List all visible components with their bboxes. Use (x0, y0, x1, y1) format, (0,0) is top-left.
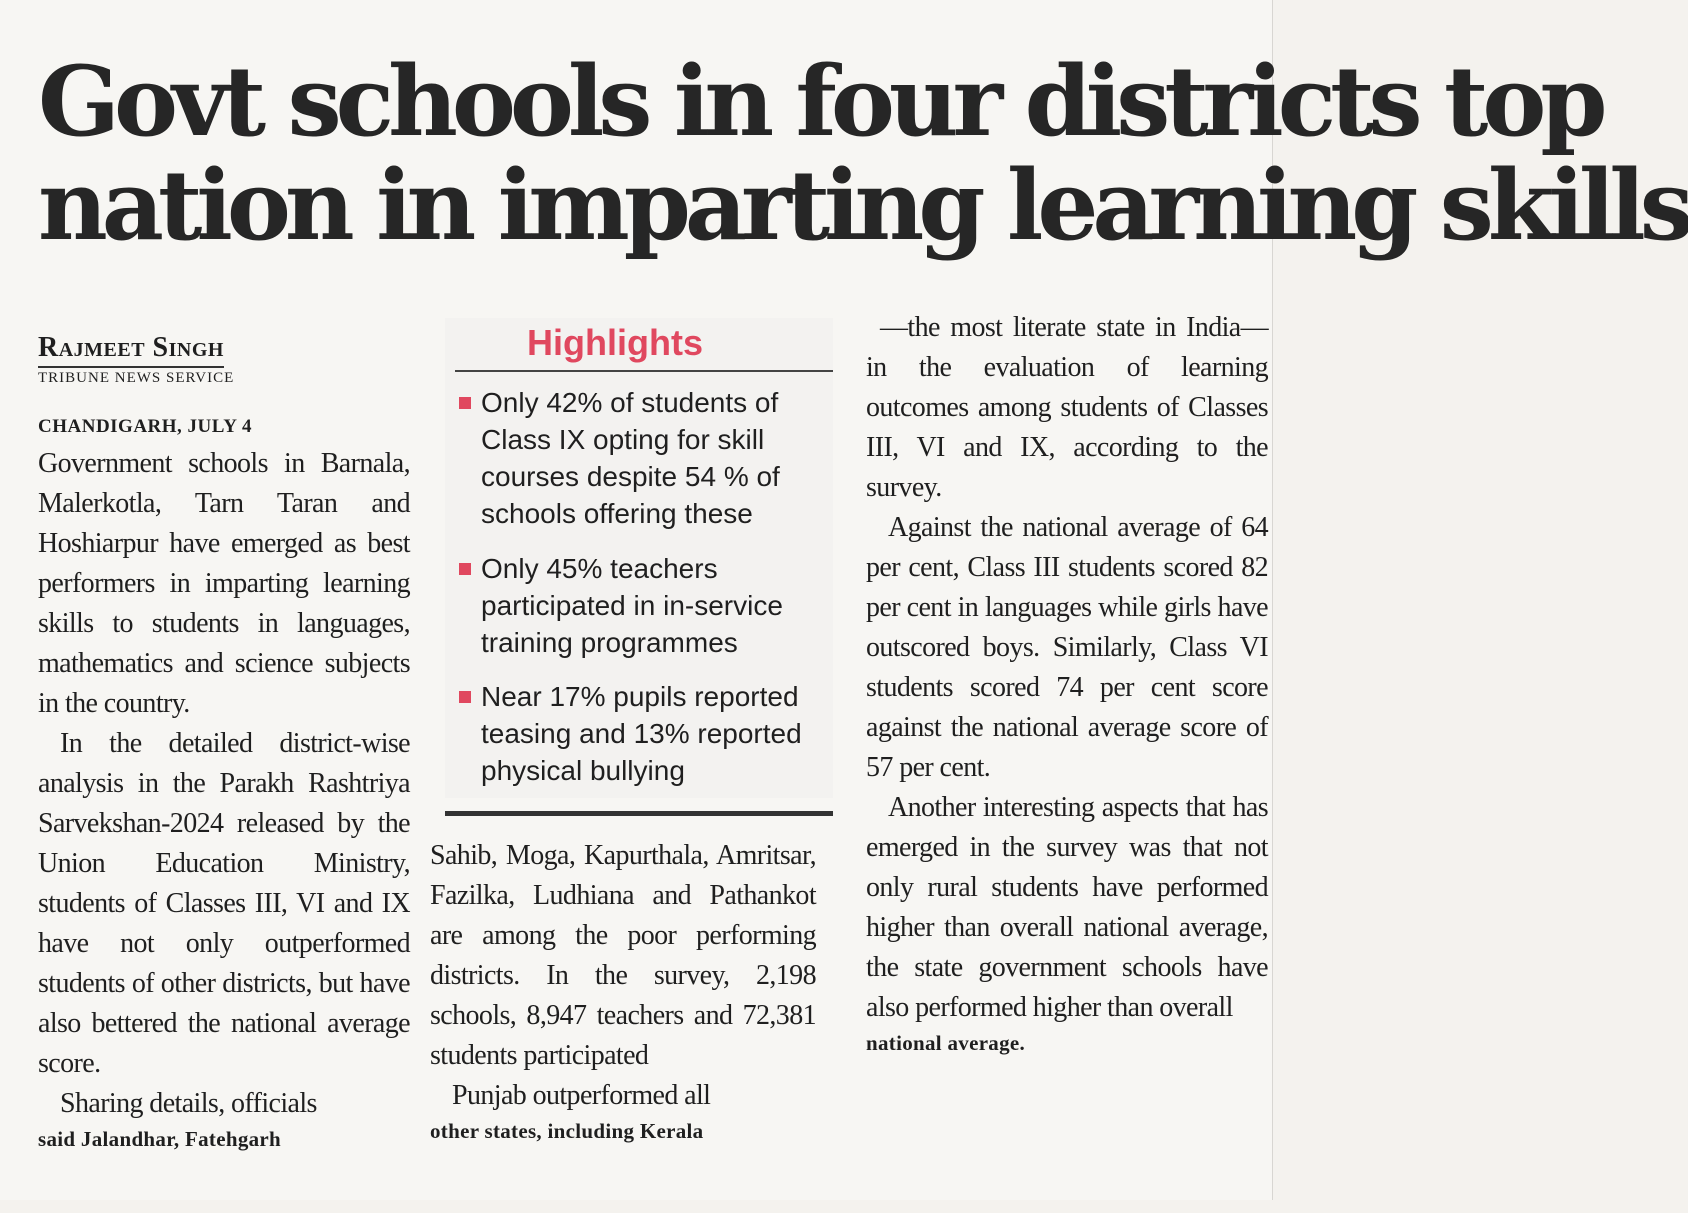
paragraph: Punjab outperformed all (452, 1080, 711, 1111)
byline-author: Rajmeet Singh (38, 332, 224, 368)
highlight-text: Near 17% pupils reported teasing and 13% reported physical bullying (481, 681, 802, 786)
article-column-1 (38, 444, 410, 1154)
paragraph: Government schools in Barnala, Malerkotla, Tarn Taran and Hoshiarpur have emerged as best performers in imparting learning skills to students in languages, mathematics and science subjects in the country. (38, 448, 410, 719)
highlight-text: Only 42% of students of Class IX opting for skill courses despite 54 % of schools offering these (481, 387, 780, 529)
dateline: CHANDIGARH, JULY 4 (38, 416, 252, 437)
square-bullet-icon (459, 563, 471, 575)
paragraph-continuation: other states, including Kerala (430, 1119, 704, 1143)
paragraph-continuation: said Jalandhar, Fatehgarh (38, 1127, 282, 1151)
highlight-item (459, 384, 841, 532)
highlight-text: Only 45% teachers participated in in-service training programmes (481, 553, 783, 658)
square-bullet-icon (459, 691, 471, 703)
paragraph: Sharing details, officials (60, 1088, 317, 1119)
square-bullet-icon (459, 397, 471, 409)
paragraph: Against the national average of 64 per cent, Class III students scored 82 per cent in languages while girls have outscored boys. Similarly, Class VI students scored 74 per cent score against the national average score of 57 per cent. (866, 512, 1268, 783)
paragraph: —the most literate state in India— in the evaluation of learning outcomes among students of Classes III, VI and IX, according to the survey. (866, 312, 1268, 503)
paragraph: In the detailed district-wise analysis in the Parakh Rashtriya Sarvekshan-2024 released by the Union Education Ministry, students of Classes III, VI and IX have not only outperformed students of other districts, but have also bettered the national average score. (38, 728, 410, 1079)
paragraph: Another interesting aspects that has emerged in the survey was that not only rural students have performed higher than overall national average, the state government schools have also performed higher than overall (866, 792, 1268, 1023)
highlights-rule-top (455, 370, 833, 372)
headline-line-1: Govt schools in four districts top (38, 45, 1602, 158)
highlights-box (445, 318, 833, 798)
highlight-item (459, 550, 841, 661)
article-column-3 (866, 308, 1268, 1058)
article-column-2 (430, 836, 816, 1146)
highlights-rule-bottom (445, 811, 833, 816)
highlight-item (459, 678, 841, 789)
highlights-title: Highlights (527, 322, 703, 363)
byline-service: TRIBUNE NEWS SERVICE (38, 370, 235, 386)
paragraph: Sahib, Moga, Kapurthala, Amritsar, Fazilka, Ludhiana and Pathankot are among the poor performing districts. In the survey, 2,198 schools, 8,947 teachers and 72,381 students participated (430, 840, 816, 1071)
headline-line-2: nation in imparting learning skills (38, 149, 1688, 262)
headline (38, 45, 1688, 262)
paragraph-continuation: national average. (866, 1031, 1026, 1055)
